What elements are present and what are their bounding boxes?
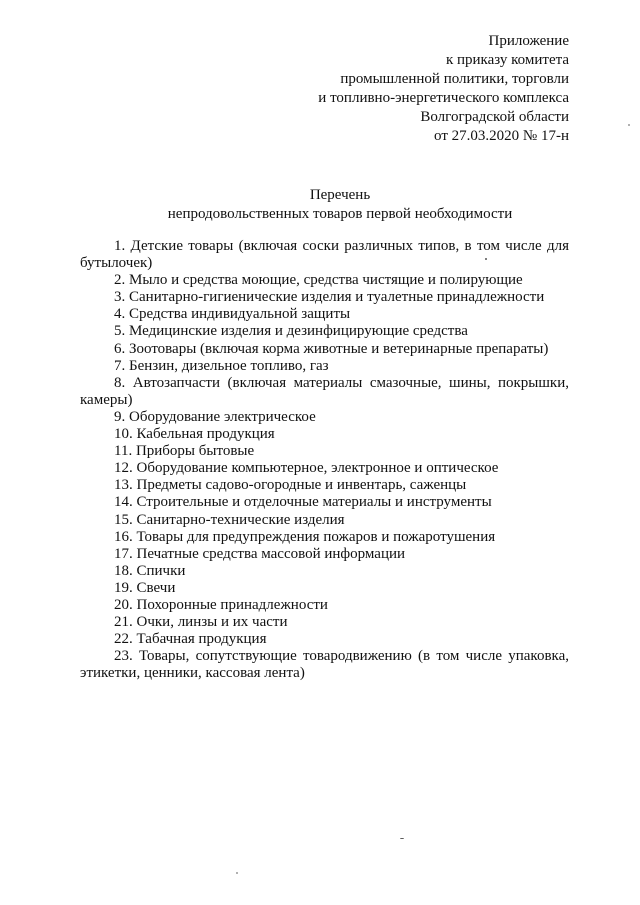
scan-speck xyxy=(236,872,238,874)
list-item: 19. Свечи xyxy=(114,579,176,596)
scan-speck xyxy=(400,838,404,839)
document-title: Перечень xyxy=(309,187,371,203)
list-item: 7. Бензин, дизельное топливо, газ xyxy=(114,357,329,374)
appendix-line: и топливно-энергетического комплекса xyxy=(318,90,569,106)
appendix-line: промышленной политики, торговли xyxy=(340,71,569,87)
appendix-line: к приказу комитета xyxy=(445,52,569,68)
document-heading xyxy=(0,186,640,224)
list-item: 1. Детские товары (включая соски различных типов, в том числе для бутылочек) xyxy=(80,238,569,272)
appendix-line: Волгоградской области xyxy=(420,109,569,125)
list-item: 18. Спички xyxy=(114,562,186,579)
list-item: 13. Предметы садово-огородные и инвентарь, саженцы xyxy=(114,477,467,494)
list-item: 15. Санитарно-технические изделия xyxy=(114,511,345,528)
appendix-block xyxy=(318,32,569,146)
appendix-line: Приложение xyxy=(488,33,569,49)
list-item: 2. Мыло и средства моющие, средства чистящие и полирующие xyxy=(114,272,523,289)
list-item: 3. Санитарно-гигиенические изделия и туалетные принадлежности xyxy=(114,289,545,306)
list-item: 10. Кабельная продукция xyxy=(114,426,275,443)
goods-list xyxy=(80,238,569,682)
list-item: 5. Медицинские изделия и дезинфицирующие средства xyxy=(114,323,468,340)
list-item: 22. Табачная продукция xyxy=(114,631,267,648)
list-item: 21. Очки, линзы и их части xyxy=(114,614,288,631)
scan-speck xyxy=(485,258,487,260)
list-item: 16. Товары для предупреждения пожаров и пожаротушения xyxy=(114,528,496,545)
appendix-line: от 27.03.2020 № 17-н xyxy=(434,128,569,144)
list-item: 14. Строительные и отделочные материалы и инструменты xyxy=(114,494,492,511)
list-item: 9. Оборудование электрическое xyxy=(114,408,316,425)
scan-speck xyxy=(628,124,630,126)
list-item: 4. Средства индивидуальной защиты xyxy=(114,306,351,323)
list-item: 20. Похоронные принадлежности xyxy=(114,596,328,613)
list-item: 23. Товары, сопутствующие товародвижению (в том числе упаковка, этикетки, ценники, кассовая лента) xyxy=(80,648,569,682)
list-item: 17. Печатные средства массовой информации xyxy=(114,545,406,562)
list-item: 6. Зоотовары (включая корма животные и ветеринарные препараты) xyxy=(114,340,549,357)
list-item: 12. Оборудование компьютерное, электронное и оптическое xyxy=(114,460,499,477)
list-item: 11. Приборы бытовые xyxy=(114,443,255,460)
list-item: 8. Автозапчасти (включая материалы смазочные, шины, покрышки, камеры) xyxy=(80,374,569,408)
document-subtitle: непродовольственных товаров первой необходимости xyxy=(167,206,513,222)
